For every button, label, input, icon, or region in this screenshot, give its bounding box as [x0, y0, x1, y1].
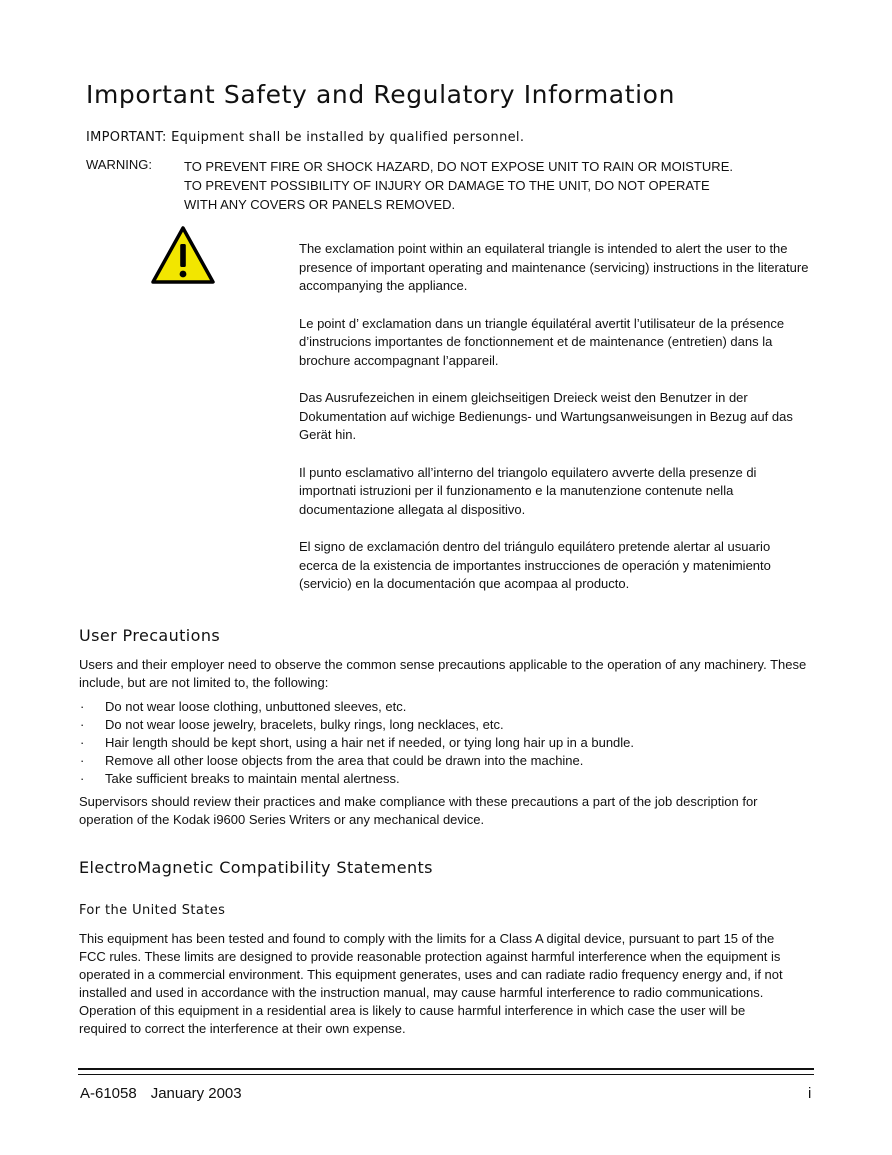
list-item-text: Remove all other loose objects from the area that could be drawn into the machine. — [105, 753, 584, 768]
notice-spanish: El signo de exclamación dentro del triángulo equilátero pretende alertar al usuario ecerca de la existencia de importantes instrucciones de operación y matenimiento (servicio) en la documentación que acompaa al producto. — [299, 539, 771, 591]
notice-english: The exclamation point within an equilateral triangle is intended to alert the user to the presence of important operating and maintenance (servicing) instructions in the literature accompanying the appliance. — [299, 241, 809, 293]
doc-number: A-61058 — [80, 1085, 137, 1102]
notice-german: Das Ausrufezeichen in einem gleichseitigen Dreieck weist den Benutzer in der Dokumentation auf wichige Bedienungs- und Wartungsanweisungen in Bezug auf das Gerät hin. — [299, 390, 793, 442]
emc-subheading: For the United States — [79, 903, 226, 918]
user-precautions-intro: Users and their employer need to observe the common sense precautions applicable to the operation of any machinery. These include, but are not limited to, the following: — [79, 657, 807, 690]
list-item — [80, 770, 634, 788]
footer-rule-thin — [78, 1074, 814, 1075]
doc-date: January 2003 — [150, 1085, 242, 1102]
list-item-text: Do not wear loose clothing, unbuttoned sleeves, etc. — [105, 699, 407, 714]
bullet-dot: · — [80, 735, 85, 750]
important-note: IMPORTANT: Equipment shall be installed by qualified personnel. — [86, 130, 525, 145]
user-precautions-heading: User Precautions — [79, 626, 221, 645]
list-item — [80, 716, 634, 734]
list-item — [80, 734, 634, 752]
warning-triangle-icon — [150, 225, 216, 285]
bullet-dot: · — [80, 717, 85, 732]
bullet-dot: · — [80, 699, 85, 714]
bullet-dot: · — [80, 753, 85, 768]
multilingual-notices — [299, 240, 809, 613]
warning-line: WITH ANY COVERS OR PANELS REMOVED. — [184, 197, 456, 212]
notice-french: Le point d’ exclamation dans un triangle équilatéral avertit l’utilisateur de la présence d’instrucions importantes de fonctionnement et de maintenance (entretien) dans la brochure accompagnant l’appareil. — [299, 315, 785, 368]
page-number: i — [808, 1085, 812, 1102]
page-title: Important Safety and Regulatory Information — [86, 80, 676, 109]
supervisors-paragraph: Supervisors should review their practices and make compliance with these precautions a part of the job description for operation of the Kodak i9600 Series Writers or any mechanical device. — [79, 794, 758, 827]
fcc-statement: This equipment has been tested and found to comply with the limits for a Class A digital device, pursuant to part 15 of the FCC rules. These limits are designed to provide reasonable protection against harmful interference when the equipment is operated in a commercial environment. This equipment generates, uses and can radiate radio frequency energy and, if not installed and used in accordance with the instruction manual, may cause harmful interference to radio communications. Operation of this equipment in a residential area is likely to cause harmful interference in which case the user will be required to correct the interference at their own expense. — [79, 931, 783, 1036]
list-item-text: Do not wear loose jewelry, bracelets, bulky rings, long necklaces, etc. — [105, 717, 504, 732]
precautions-list — [80, 698, 634, 788]
list-item-text: Take sufficient breaks to maintain mental alertness. — [105, 771, 400, 786]
bullet-dot: · — [80, 771, 85, 786]
emc-heading: ElectroMagnetic Compatibility Statements — [79, 858, 433, 877]
notice-italian: Il punto esclamativo all’interno del triangolo equilatero avverte della presenze di importnati istruzioni per il funzionamento e la manutenzione contenute nella documentazione allegata al dispositivo. — [299, 464, 757, 517]
warning-text — [184, 157, 824, 214]
footer-doc-info — [80, 1085, 242, 1102]
list-item — [80, 698, 634, 716]
warning-line: TO PREVENT FIRE OR SHOCK HAZARD, DO NOT EXPOSE UNIT TO RAIN OR MOISTURE. — [184, 159, 733, 174]
list-item — [80, 752, 634, 770]
list-item-text: Hair length should be kept short, using a hair net if needed, or tying long hair up in a bundle. — [105, 735, 635, 750]
warning-label: WARNING: — [86, 157, 152, 172]
footer-rule — [78, 1068, 814, 1070]
warning-line: TO PREVENT POSSIBILITY OF INJURY OR DAMAGE TO THE UNIT, DO NOT OPERATE — [184, 178, 710, 193]
